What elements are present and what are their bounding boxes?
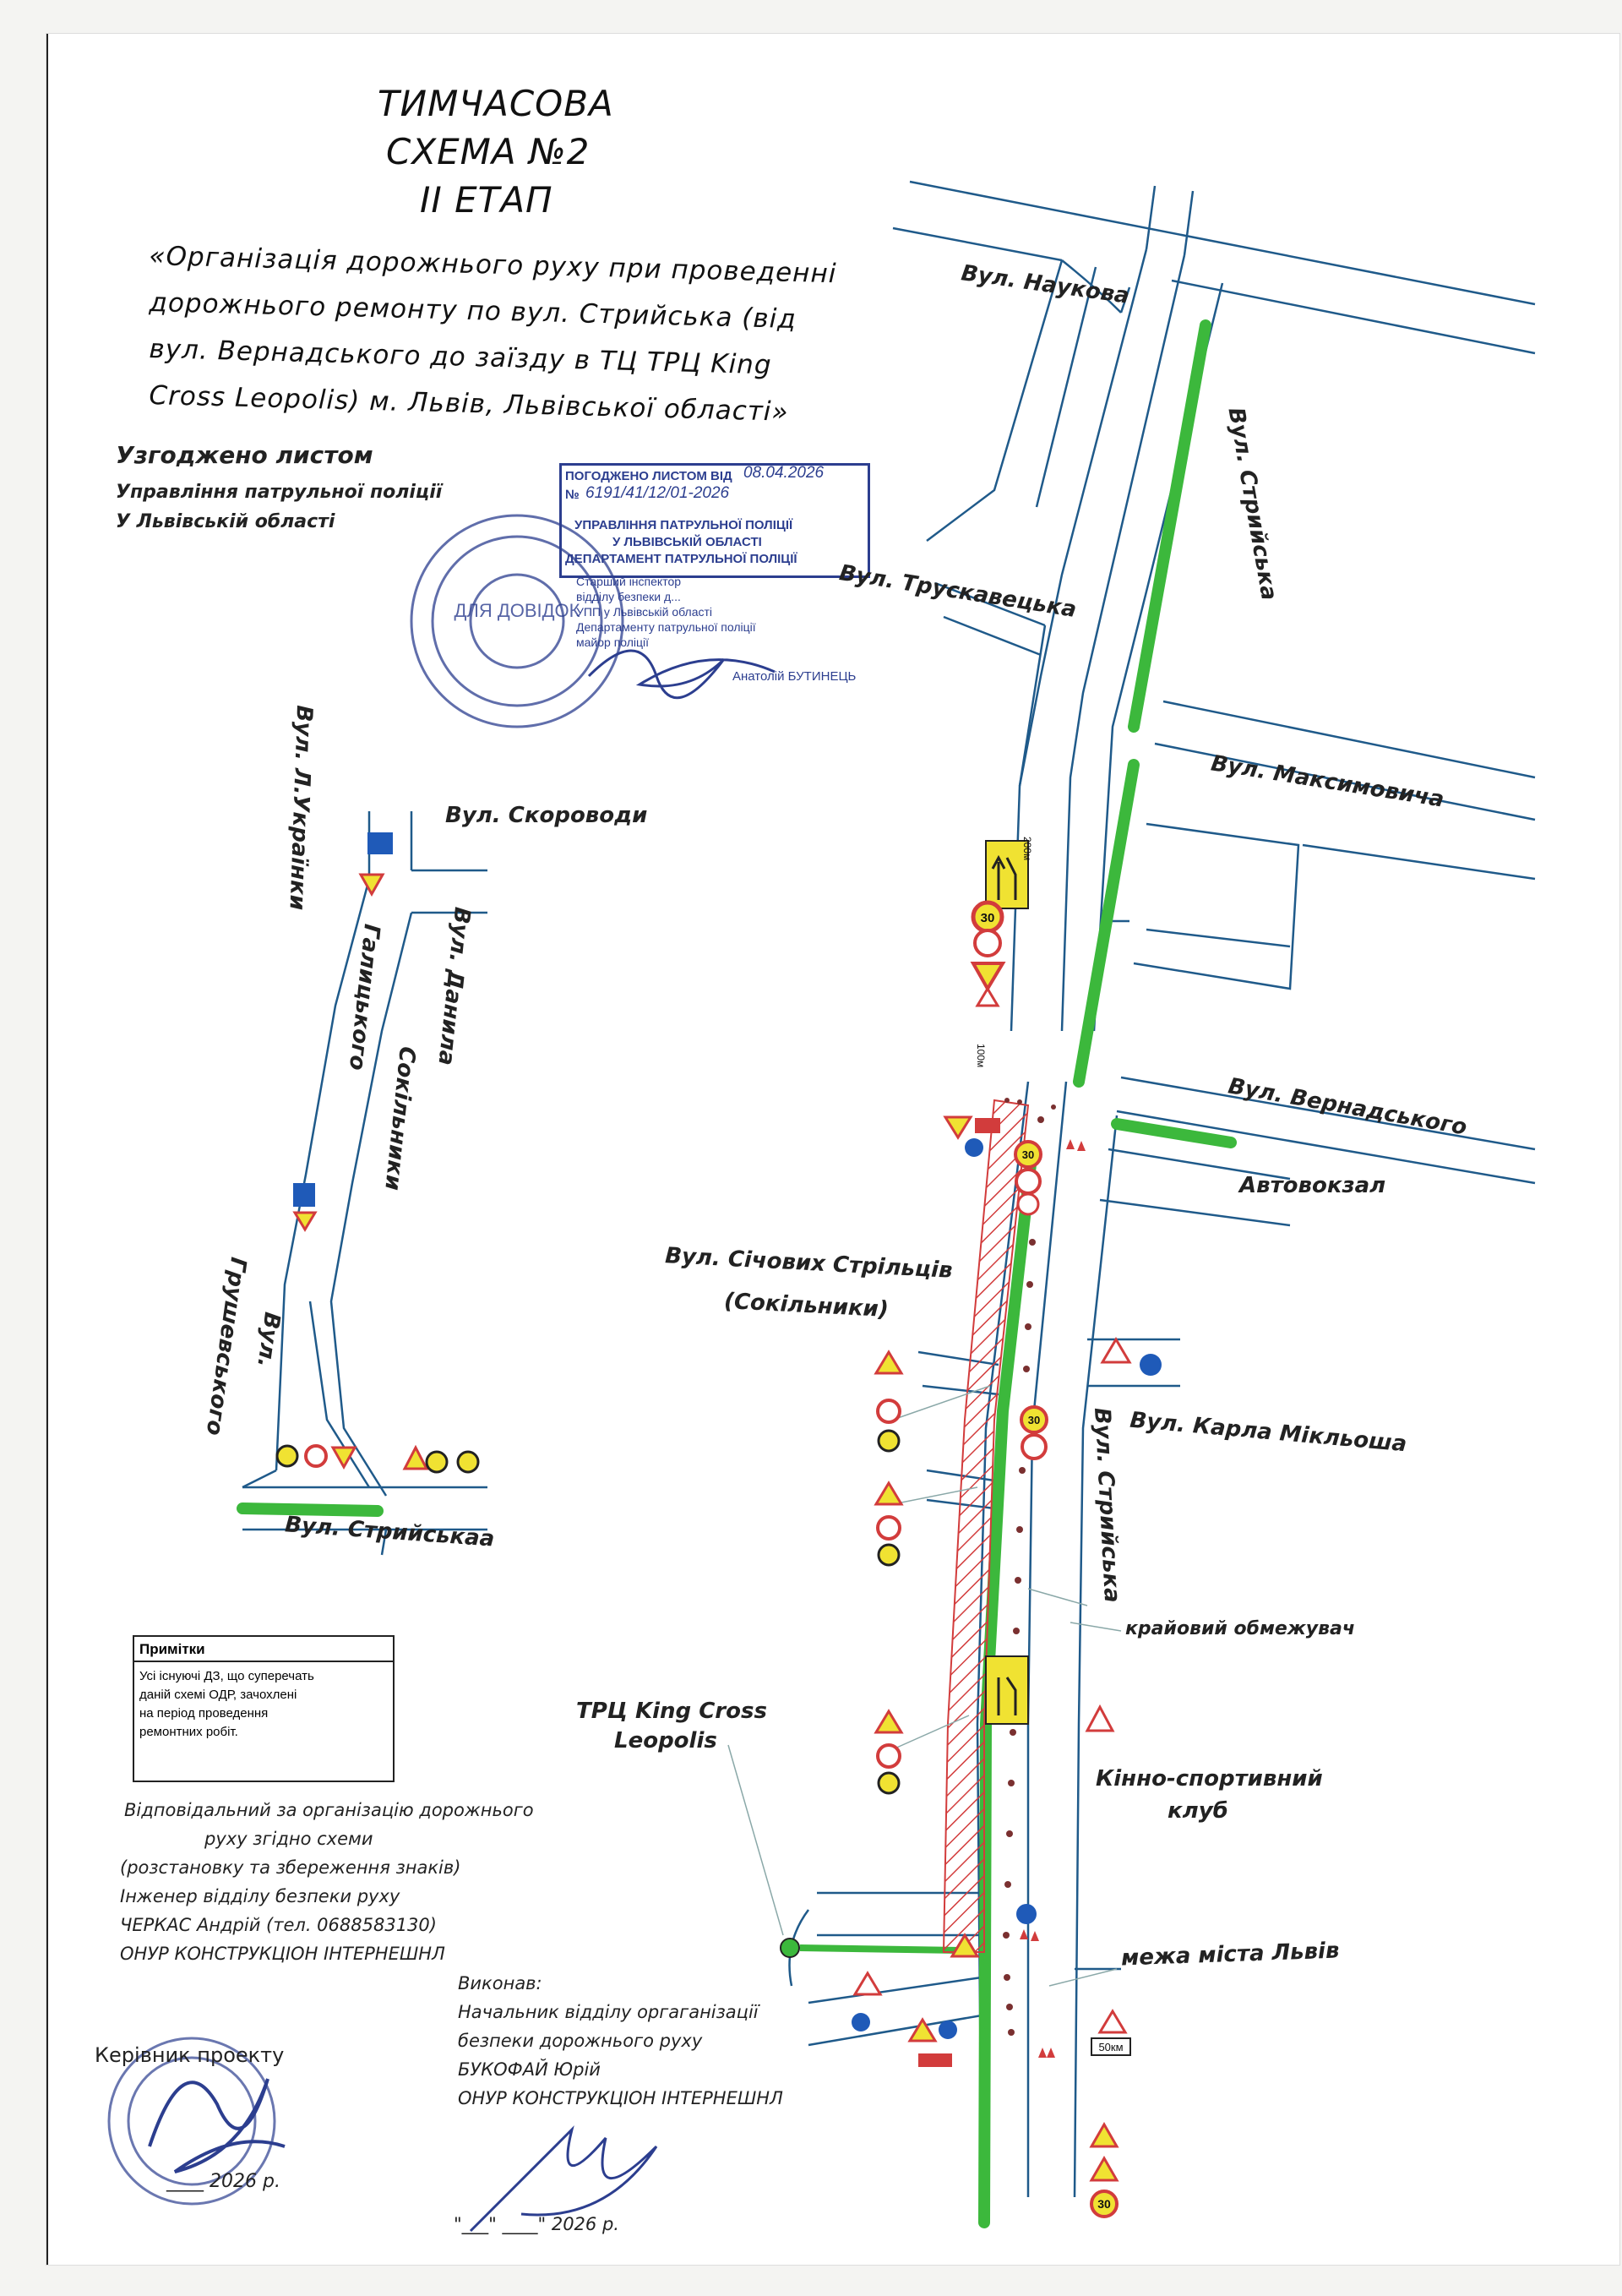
label-kinno-1: Кінно-спортивний — [1096, 1766, 1323, 1792]
sign-100m-text: 100м — [975, 1044, 987, 1068]
street-hrushevskoho-b: Грушевського — [200, 1255, 251, 1437]
road-works-sign-icon — [910, 2020, 935, 2041]
sign-200m-text: 200м — [1021, 837, 1033, 861]
no-overtaking-sign-icon — [1016, 1170, 1040, 1193]
approval-line-2: У Львівській області — [116, 511, 335, 532]
street-truskavetska: Вул. Трускавецька — [837, 559, 1079, 624]
sign-30-text: 30 — [980, 911, 995, 925]
no-overtaking-sign-icon — [975, 930, 1000, 956]
street-stryiska-top: Вул. Стрийська — [1222, 406, 1282, 603]
title-line-3: II ЕТАП — [420, 179, 553, 221]
sign-30-text: 30 — [1021, 1148, 1035, 1161]
stamp-number-prefix: № — [565, 488, 580, 502]
stamp-date: 08.04.2026 — [743, 464, 825, 482]
stamp-sig-5: майор поліції — [576, 635, 650, 649]
no-overtaking-sign-icon — [1022, 1435, 1046, 1459]
label-kraiovyi: крайовий обмежувач — [1125, 1618, 1355, 1639]
street-skorovody: Вул. Скороводи — [445, 803, 648, 828]
executor-line-5: ОНУР КОНСТРУКЦІОН ІНТЕРНЕШНЛ — [458, 2088, 783, 2108]
no-stopping-sign-icon — [879, 1545, 899, 1565]
street-sichovykh: Вул. Січових Стрільців — [664, 1243, 954, 1284]
seal-text: ДЛЯ ДОВІДОК — [454, 600, 580, 621]
responsible-line-5: ЧЕРКАС Андрій (тел. 0688583130) — [120, 1915, 437, 1935]
road-works-sign-icon — [973, 963, 1003, 989]
keep-right-sign-icon — [965, 1138, 983, 1157]
label-trc-1: ТРЦ King Cross — [576, 1699, 767, 1724]
executor-line-2: Начальник відділу оргаганізації — [458, 2002, 759, 2022]
leader-lines — [728, 1386, 1121, 1986]
yield-sign-icon — [977, 989, 998, 1006]
street-vernadskoho: Вул. Вернадського — [1226, 1073, 1469, 1141]
warning-sign-icon — [1087, 1707, 1113, 1731]
sign-30-text: 30 — [1027, 1414, 1041, 1426]
keep-right-sign-icon — [1016, 1904, 1037, 1924]
responsible-line-4: Інженер відділу безпеки руху — [120, 1886, 400, 1906]
stamp-sig-1: Старший інспектор — [576, 575, 682, 588]
notes-body: Усі існуючі ДЗ, що суперечать даній схемі ОДР, зачохлені на період проведення ремонтних робіт. — [139, 1669, 314, 1739]
title-desc-2: дорожнього ремонту по вул. Стрийська (від — [149, 287, 797, 335]
stamp-number: 6191/41/12/01-2026 — [585, 484, 730, 502]
stamp-line-5: ДЕПАРТАМЕНТ ПАТРУЛЬНОЇ ПОЛІЦІЇ — [565, 552, 797, 566]
project-head-date: ____ 2026 р. — [166, 2171, 280, 2192]
street-danyla: Вул. Данила — [433, 905, 475, 1067]
responsible-line-1: Відповідальний за організацію дорожнього — [124, 1800, 534, 1820]
notes-box — [133, 1635, 395, 1782]
label-avtovokzal: Автовокзал — [1239, 1173, 1386, 1198]
street-maksymovycha: Вул. Максимовича — [1209, 750, 1446, 813]
stamp-line-4: У ЛЬВІВСЬКІЙ ОБЛАСТІ — [612, 535, 762, 549]
no-overtaking-sign-icon — [878, 1400, 900, 1422]
stamp-sig-4: Департаменту патрульної поліції — [576, 620, 756, 634]
notes-heading: Примітки — [134, 1637, 393, 1662]
stamp-sig-3: УПП у Львівській області — [576, 605, 712, 619]
stamp-sig-name: Анатолій БУТИНЕЦЬ — [732, 669, 857, 684]
title-desc-4: Cross Leopolis) м. Львів, Львівської області» — [149, 380, 790, 428]
sign-50km-text: 50км — [1098, 2041, 1124, 2053]
approval-stamp — [559, 463, 870, 578]
no-stopping-sign-icon — [879, 1773, 899, 1793]
road-works-sign-icon — [876, 1483, 901, 1504]
signature-project — [150, 2079, 285, 2172]
street-naukova: Вул. Наукова — [959, 260, 1131, 309]
project-head-label: Керівник проекту — [95, 2043, 285, 2067]
direction-sign-icon — [1140, 1354, 1162, 1376]
warning-sign-icon — [1102, 1339, 1129, 1362]
info-sign-icon — [367, 832, 393, 854]
street-stryiskaa: Вул. Стрийськаа — [284, 1512, 496, 1552]
label-trc-2: Leopolis — [614, 1728, 717, 1753]
stamp-line-3: УПРАВЛІННЯ ПАТРУЛЬНОЇ ПОЛІЦІЇ — [574, 518, 793, 532]
chevron-board-icon — [975, 1118, 1000, 1133]
title-desc-3: вул. Вернадського до заїзду в ТЦ ТРЦ King — [149, 334, 772, 381]
label-kinno-2: клуб — [1168, 1798, 1228, 1824]
warning-sign-icon — [1100, 2011, 1125, 2032]
road-works-sign-icon — [361, 875, 383, 894]
executor-line-1: Виконав: — [458, 1973, 542, 1993]
street-karla: Вул. Карла Мікльоша — [1129, 1407, 1408, 1458]
executor-line-4: БУКОФАЙ Юрій — [458, 2059, 601, 2080]
traffic-light-icon — [781, 1939, 799, 1957]
sign-30-text: 30 — [1097, 2197, 1111, 2211]
no-overtaking-sign-icon — [878, 1517, 900, 1539]
responsible-line-3: (розстановку та збереження знаків) — [120, 1857, 461, 1878]
street-sokilnyky: Сокільники — [379, 1044, 420, 1192]
road-narrows-sign-icon — [1091, 2124, 1117, 2146]
title-line-1: ТИМЧАСОВА — [378, 83, 614, 124]
road-works-sign-icon — [876, 1352, 901, 1373]
info-sign-icon — [293, 1183, 315, 1207]
scheme-sheet — [46, 34, 1619, 2265]
approval-line-1: Управління патрульної поліції — [116, 482, 443, 503]
road-works-sign-icon — [405, 1448, 427, 1469]
road-works-sign-icon — [945, 1117, 971, 1137]
title-desc-1: «Організація дорожнього руху при проведенні — [149, 241, 837, 290]
street-lines — [790, 182, 1536, 2197]
street-sokilnyky-paren: (Сокільники) — [723, 1288, 890, 1323]
title-line-2: СХЕМА №2 — [386, 131, 591, 172]
label-mezha: межа міста Львів — [1120, 1938, 1340, 1972]
direction-sign-icon — [852, 2013, 870, 2031]
road-works-sign-icon — [1091, 2158, 1117, 2180]
trc-green-lane — [800, 1948, 961, 1950]
warning-sign-icon — [855, 1973, 880, 1994]
stamp-line-1: ПОГОДЖЕНО ЛИСТОМ ВІД — [565, 469, 732, 483]
responsible-line-6: ОНУР КОНСТРУКЦІОН ІНТЕРНЕШНЛ — [120, 1944, 445, 1964]
approval-heading: Узгоджено листом — [116, 441, 373, 469]
street-halytskoho: Галицького — [343, 922, 384, 1072]
keep-right-sign-icon — [939, 2021, 957, 2039]
road-works-sign-icon — [876, 1711, 901, 1732]
executor-date: "___" ____" 2026 р. — [454, 2214, 619, 2234]
no-stopping-sign-icon — [879, 1431, 899, 1451]
street-stryiska-mid: Вул. Стрийська — [1089, 1407, 1125, 1604]
no-entry-sign-icon — [1018, 1194, 1038, 1214]
responsible-line-2: руху згідно схеми — [204, 1829, 373, 1849]
no-overtaking-sign-icon — [306, 1446, 326, 1466]
no-stopping-sign-icon — [427, 1452, 447, 1472]
street-hrushevskoho-a: Вул. — [252, 1310, 285, 1370]
no-overtaking-sign-icon — [878, 1745, 900, 1767]
lane-direction-board-icon — [986, 1656, 1028, 1724]
no-stopping-sign-icon — [458, 1452, 478, 1472]
executor-line-3: безпеки дорожнього руху — [458, 2031, 703, 2051]
stamp-sig-2: відділу безпеки д... — [576, 590, 681, 603]
chevron-board-icon — [918, 2053, 952, 2067]
street-ukrainky: Вул. Л.Українки — [284, 704, 317, 911]
no-stopping-sign-icon — [277, 1446, 297, 1466]
